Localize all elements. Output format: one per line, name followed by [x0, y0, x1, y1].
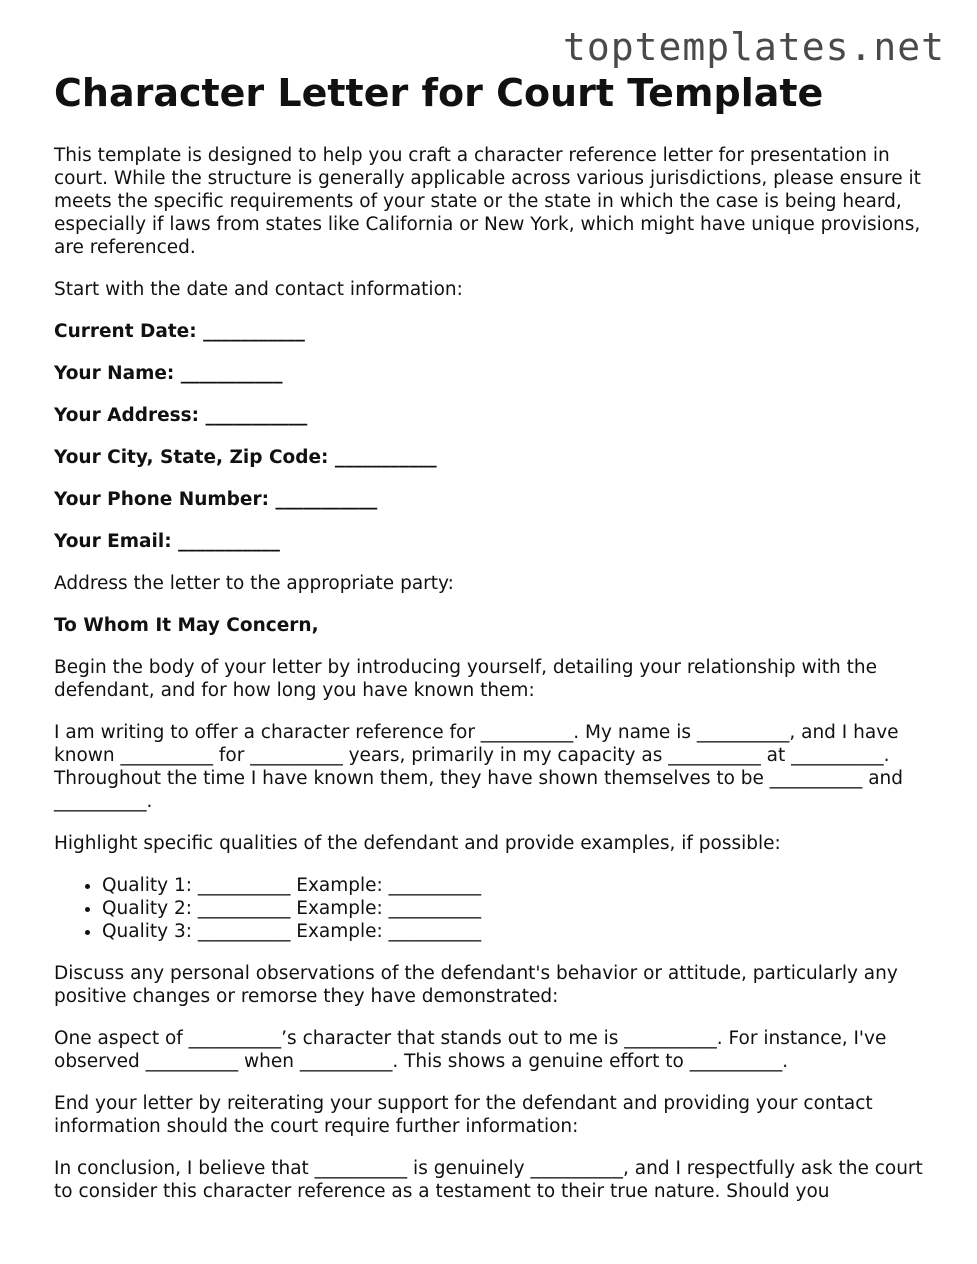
field-city-state-zip: [54, 446, 934, 469]
observations-intro: Discuss any personal observations of the defendant's behavior or attitude, particularly any positive changes or remorse they have demonstrated:: [54, 963, 898, 1007]
field-label: Your City, State, Zip Code:: [54, 447, 329, 468]
list-item: • Quality 2: __________ Example: __________: [102, 897, 934, 920]
page-title: Character Letter for Court Template: [54, 71, 824, 115]
field-label: Your Address:: [54, 405, 200, 426]
intro-paragraph: This template is designed to help you craft a character reference letter for presentation in court. While the structure is generally applicable across various jurisdictions, please ensure it meets the specific requirements of your state or the state in which the case is being heard, especially if laws from states like California or New York, which might have unique provisions, are referenced.: [54, 145, 921, 258]
list-item: • Quality 3: __________ Example: __________: [102, 920, 934, 943]
field-label: Your Phone Number:: [54, 489, 269, 510]
address-intro: Address the letter to the appropriate party:: [54, 573, 454, 594]
watermark: toptemplates.net: [562, 25, 945, 69]
field-blank: ___________: [275, 489, 378, 510]
qualities-list: [54, 874, 934, 943]
contact-intro: Start with the date and contact information:: [54, 279, 463, 300]
field-blank: ___________: [178, 531, 280, 552]
closing-intro: End your letter by reiterating your support for the defendant and providing your contact information should the court require further information:: [54, 1093, 873, 1137]
field-blank: ___________: [203, 321, 305, 342]
observations-paragraph: One aspect of __________’s character that stands out to me is __________. For instance, I've observed __________ when __________. This shows a genuine effort to __________.: [54, 1028, 887, 1072]
closing-paragraph: In conclusion, I believe that __________ is genuinely __________, and I respectfully ask the court to consider this character reference as a testament to their true nature. Should you: [54, 1158, 923, 1202]
field-blank: ___________: [180, 363, 283, 384]
field-phone-number: [54, 488, 934, 511]
field-label: Current Date:: [54, 321, 197, 342]
qualities-intro: Highlight specific qualities of the defendant and provide examples, if possible:: [54, 833, 781, 854]
list-item: • Quality 1: __________ Example: __________: [102, 874, 934, 897]
field-your-name: [54, 362, 934, 385]
salutation: To Whom It May Concern,: [54, 615, 319, 636]
field-current-date: [54, 320, 934, 343]
field-blank: ___________: [205, 405, 308, 426]
field-email: [54, 530, 934, 553]
body-paragraph: I am writing to offer a character reference for __________. My name is __________, and I have known __________ for __________ years, primarily in my capacity as __________ at __________. Throughout the time I have known them, they have shown themselves to be __________ and __________.: [54, 722, 903, 812]
document-page: [54, 70, 934, 1222]
field-your-address: [54, 404, 934, 427]
field-label: Your Email:: [54, 531, 172, 552]
field-label: Your Name:: [54, 363, 175, 384]
body-intro: Begin the body of your letter by introducing yourself, detailing your relationship with the defendant, and for how long you have known them:: [54, 657, 877, 701]
field-blank: ___________: [334, 447, 437, 468]
